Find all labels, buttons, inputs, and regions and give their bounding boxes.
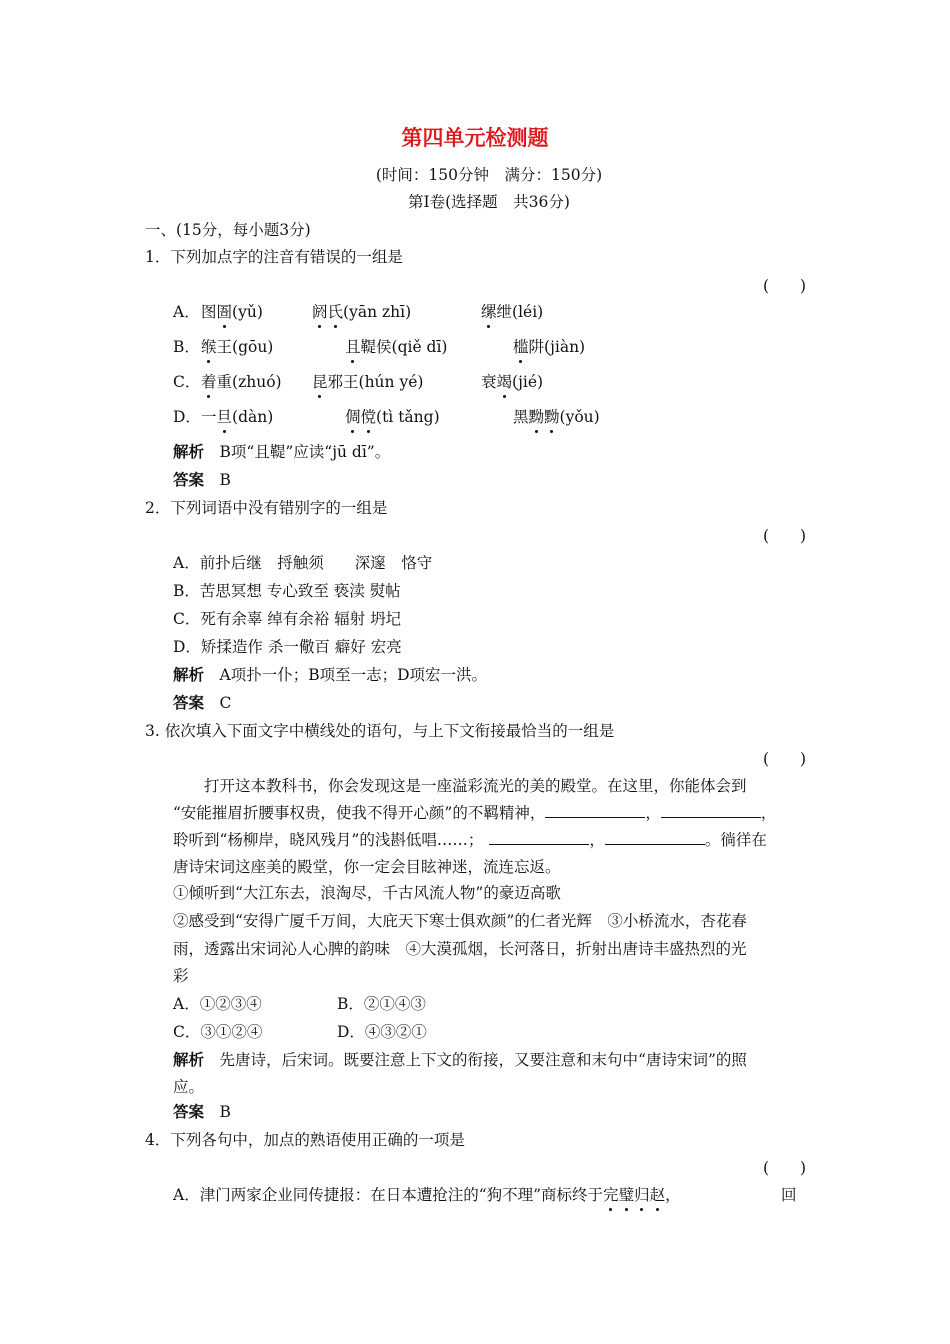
q3-stem: 3. 依次填入下面文字中横线处的语句，与上下文衔接最恰当的一组是 [145,722,615,740]
q3-answer-text: B [219,1103,231,1121]
q3-sentence-3: 雨，透露出宋词沁人心脾的韵味 ④大漠孤烟，长河落日，折射出唐诗丰盛热烈的光 [173,940,747,958]
q3-option-a: A．①②③④ [173,995,262,1013]
q1-item-reading: 绁(léi) [496,303,544,321]
q2-option-c: C．死有余辜 绰有余裕 辐射 坍圮 [173,610,402,628]
q1-item-reading: (dàn) [232,408,274,426]
q1-item-reading: (yǒu) [559,408,600,426]
q1-item-reading: (yǔ) [232,303,263,321]
q3-sentence-4: 彩 [173,967,189,985]
q1-dotted-char: 槛 [513,338,529,356]
q3-passage-line-2: “安能摧眉折腰事权贵，使我不得开心颜”的不羁精神， ， ， [173,804,777,822]
q1-item-text: 黑 [513,408,529,426]
q1-option-item [201,337,273,357]
q2-answer-label: 答案 [173,694,205,712]
q1-option-item [201,302,263,322]
q1-analysis-label: 解析 [173,443,205,461]
q1-answer-label: 答案 [173,471,205,489]
q4-option-a-tail: 回 [781,1186,797,1204]
q1-option-item [345,337,447,357]
q1-dotted-char: 圄 [216,303,233,321]
q1-item-reading: 重(zhuó) [216,373,282,391]
section-heading: 一、(15分，每小题3分) [145,221,311,239]
q1-option-item [312,302,411,322]
q2-option-d: D．矫揉造作 杀一儆百 癖好 宏亮 [173,638,402,656]
q1-dotted-char: 氏 [327,303,344,321]
q3-option-d: D．④③②① [337,1023,427,1041]
q3-option-b: B．②①④③ [337,995,426,1013]
q4-option-a-pre: A．津门两家企业同传捷报：在日本遭抢注的“狗不理”商标终于 [173,1186,604,1204]
q3-option-c: C．③①②④ [173,1023,263,1041]
q1-dotted-char: 阏 [312,303,328,321]
exam-time: (时间：150分钟 满分：150分) [375,166,603,184]
volume-text: 第Ⅰ卷(选择题 共36分) [408,193,570,211]
q4-dotted-idiom [603,1186,665,1204]
q2-analysis [173,665,487,685]
q1-answer-text: B [219,471,231,489]
page-title: 第四单元检测题 [401,125,549,150]
q1-option-letter: C． [173,373,201,391]
q1-option-item [312,372,423,392]
q2-answer [173,693,231,713]
q1-option-item [513,337,585,357]
q3-analysis-cont: 应。 [173,1078,205,1096]
q2-answer-text: C [219,694,232,712]
q2-analysis-text: A项扑一仆；B项至一志；D项宏一洪。 [219,666,488,684]
q3-blank-2 [661,803,761,818]
q1-answer [173,470,231,490]
q1-option-letter: A． [173,303,200,321]
q1-dotted-char: 旦 [216,408,233,426]
q1-item-reading: 邪王(hún yé) [327,373,424,391]
q1-dotted-char: 昆 [312,373,328,391]
q1-dotted-char: 傥 [360,408,377,426]
q1-option-item [513,407,600,427]
q2-analysis-label: 解析 [173,666,205,684]
q4-stem: 4．下列各句中，加点的熟语使用正确的一项是 [145,1131,465,1149]
q4-bracket: ( ) [763,1159,807,1177]
q3-passage-text-4: 。徜徉在 [704,831,767,849]
q1-option-item [201,372,282,392]
q4-dotted-char: 归 [634,1186,650,1204]
q3-bracket: ( ) [763,750,807,768]
q3-sentence-2: ②感受到“安得广厦千万间，大庇天下寒士俱欢颜”的仁者光辉 ③小桥流水，杏花春 [173,912,747,930]
volume-heading [0,192,950,212]
q3-answer-label: 答案 [173,1103,205,1121]
q1-item-reading: 鞮侯(qiě dī) [360,338,448,356]
q3-passage-line-1: 打开这本教科书，你会发现这是一座溢彩流光的美的殿堂。在这里，你能体会到 [173,777,747,795]
q3-blank-1 [545,803,645,818]
q1-item-reading: (tì tǎng) [376,408,440,426]
q1-dotted-char: 黝 [528,408,545,426]
q3-passage-text-2: “安能摧眉折腰事权贵，使我不得开心颜”的不羁精神， [173,804,546,822]
q1-item-reading: 阱(jiàn) [528,338,586,356]
q1-item-reading: (jié) [512,373,544,391]
q4-option-a [173,1185,681,1205]
q2-option-b: B．苦思冥想 专心致至 亵渎 熨帖 [173,582,401,600]
q1-item-text: 一 [201,408,217,426]
q1-stem: 1．下列加点字的注音有错误的一组是 [145,248,403,266]
q1-item-reading: 王(gōu) [216,338,274,356]
q3-analysis-text-1: 先唐诗，后宋词。既要注意上下文的衔接，又要注意和末句中“唐诗宋词”的照 [219,1051,747,1069]
q1-option-letter: D． [173,408,201,426]
q3-analysis-label: 解析 [173,1051,205,1069]
q1-analysis [173,442,390,462]
q1-dotted-char: 竭 [496,373,513,391]
q3-passage-text-3: 聆听到“杨柳岸，晓风残月”的浅斟低唱……； [173,831,484,849]
q2-bracket: ( ) [763,527,807,545]
q1-analysis-text: B项“且鞮”应读“jū dī”。 [219,443,391,461]
q1-dotted-char: 黝 [544,408,560,426]
q1-dotted-char: 着 [201,373,217,391]
q1-bracket: ( ) [763,277,807,295]
q1-option-item [481,302,543,322]
q1-dotted-char: 缧 [481,303,497,321]
q1-dotted-char: 缑 [201,338,217,356]
q4-dotted-char: 璧 [618,1186,635,1204]
q3-blank-3 [489,830,589,845]
q1-item-reading: (yān zhī) [343,303,412,321]
q3-sentence-1: ①倾听到“大江东去，浪淘尽，千古风流人物”的豪迈高歌 [173,884,561,902]
q1-item-text: 图 [201,303,217,321]
q2-stem: 2．下列词语中没有错别字的一组是 [145,499,388,517]
q1-item-text: 衰 [481,373,497,391]
q4-dotted-char: 完 [603,1186,619,1204]
q3-passage-line-3: 聆听到“杨柳岸，晓风残月”的浅斟低唱……； ， 。徜徉在 [173,831,767,849]
q3-blank-4 [605,830,705,845]
q1-dotted-char: 且 [345,338,361,356]
q3-analysis [173,1050,747,1070]
q1-option-letter: B． [173,338,200,356]
q3-passage-line-4: 唐诗宋词这座美的殿堂，你一定会目眩神迷，流连忘返。 [173,858,561,876]
q1-option-item [201,407,273,427]
q3-answer [173,1102,231,1122]
q1-option-item [481,372,543,392]
q2-option-a: A．前扑后继 捋触须 深邃 恪守 [173,554,433,572]
q4-dotted-char: 赵 [649,1186,666,1204]
q1-option-item [345,407,440,427]
q1-dotted-char: 倜 [345,408,361,426]
q4-option-a-post: ， [665,1186,681,1204]
